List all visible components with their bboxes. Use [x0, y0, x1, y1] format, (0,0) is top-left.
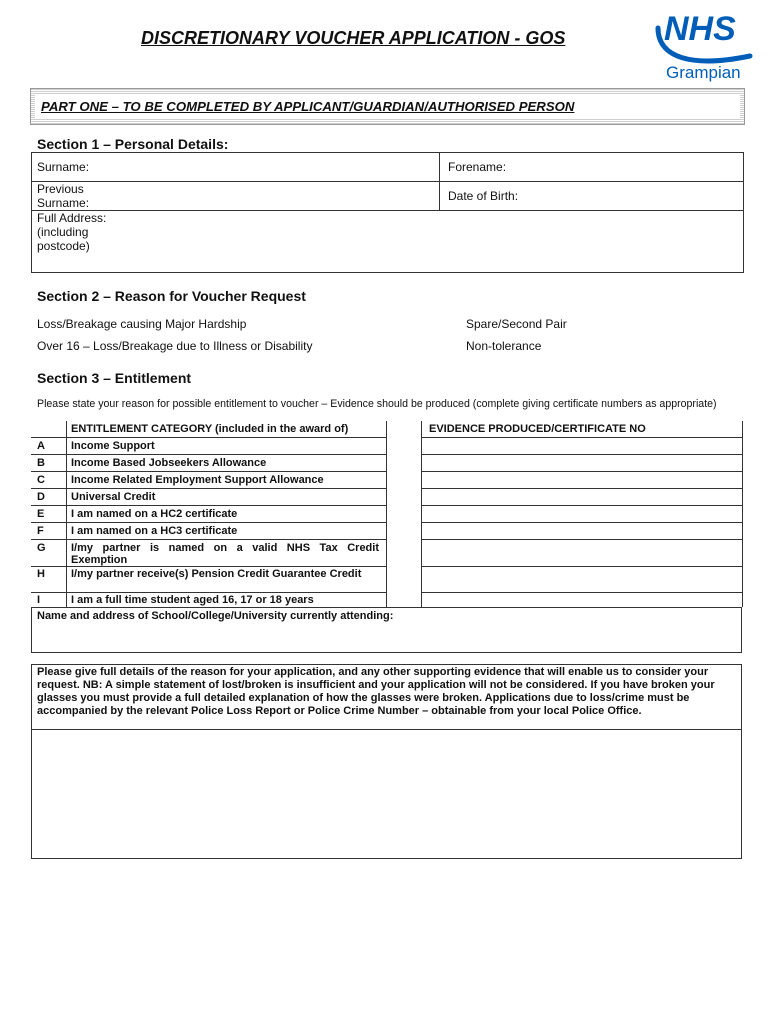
row-letter: D [37, 491, 45, 503]
evidence-field-f[interactable] [423, 524, 741, 538]
forename-field[interactable] [518, 156, 740, 178]
column-header-evidence: EVIDENCE PRODUCED/CERTIFICATE NO [429, 423, 646, 435]
row-category: Universal Credit [71, 491, 156, 503]
divider [31, 471, 386, 472]
column-header-category: ENTITLEMENT CATEGORY (included in the award of) [71, 423, 349, 435]
row-category: I am named on a HC3 certificate [71, 525, 238, 537]
evidence-field-a[interactable] [423, 439, 741, 453]
divider [66, 421, 67, 607]
form-title: DISCRETIONARY VOUCHER APPLICATION - GOS [141, 28, 566, 48]
dob-label: Date of Birth: [448, 189, 519, 203]
evidence-field-g[interactable] [423, 541, 741, 565]
divider [421, 592, 742, 593]
address-label: Full Address: (including postcode) [37, 211, 107, 253]
evidence-field-i[interactable] [423, 594, 741, 606]
part-one-banner [30, 88, 745, 125]
forename-label: Forename: [448, 160, 507, 174]
option-over16-illness-disability[interactable]: Over 16 – Loss/Breakage due to Illness or Disability [37, 339, 313, 353]
divider [31, 488, 386, 489]
divider [421, 505, 742, 506]
row-letter: H [37, 568, 45, 580]
grampian-logo-text: Grampian [666, 63, 741, 82]
divider [31, 210, 744, 211]
section1-heading: Section 1 – Personal Details: [37, 136, 229, 152]
evidence-field-b[interactable] [423, 456, 741, 470]
address-field[interactable] [118, 213, 738, 269]
evidence-field-h[interactable] [423, 568, 741, 591]
row-category: I am named on a HC2 certificate [71, 508, 238, 520]
divider [421, 488, 742, 489]
row-category: Income Support [71, 440, 155, 452]
row-letter: G [37, 542, 46, 554]
divider [421, 539, 742, 540]
divider [31, 181, 744, 182]
row-category: I/my partner is named on a valid NHS Tax Credit Exemption [71, 542, 379, 566]
entitlement-instructions: Please state your reason for possible entitlement to voucher – Evidence should be produced (complete giving certificate numbers as appropriate) [37, 398, 717, 410]
section2-heading: Section 2 – Reason for Voucher Request [37, 288, 306, 304]
divider [421, 471, 742, 472]
row-letter: A [37, 440, 45, 452]
nhs-logo-text: NHS [664, 10, 736, 48]
section3-heading: Section 3 – Entitlement [37, 370, 192, 386]
details-instructions: Please give full details of the reason for your application, and any other supporting evidence that will enable us to consider your request. NB: A simple statement of lost/broken is insufficient and your application will not be considered. If you have broken your glasses you must provide a full detailed explanation of how the glasses were broken. Applications due to loss/crime must be accompanied by the relevant Police Loss Report or Police Crime Number – obtainable from your local Police Office. [37, 666, 715, 717]
row-category: I/my partner receive(s) Pension Credit Guarantee Credit [71, 568, 362, 580]
divider [421, 566, 742, 567]
previous-surname-field[interactable] [96, 184, 434, 208]
divider [439, 152, 440, 210]
option-non-tolerance[interactable]: Non-tolerance [466, 339, 542, 353]
row-category: Income Based Jobseekers Allowance [71, 457, 267, 469]
divider [31, 539, 386, 540]
evidence-field-d[interactable] [423, 490, 741, 504]
divider [421, 437, 742, 438]
row-category: I am a full time student aged 16, 17 or 18 years [71, 594, 314, 606]
divider [421, 421, 422, 607]
school-field[interactable] [37, 626, 737, 650]
divider [421, 522, 742, 523]
dob-field[interactable] [530, 184, 740, 208]
surname-label: Surname: [37, 160, 90, 174]
divider [31, 592, 386, 593]
divider [742, 421, 743, 607]
row-letter: F [37, 525, 44, 537]
previous-surname-label: Previous Surname: [37, 182, 90, 210]
divider [386, 421, 387, 607]
row-letter: C [37, 474, 45, 486]
surname-field[interactable] [96, 156, 434, 178]
divider [31, 522, 386, 523]
divider [421, 454, 742, 455]
school-label: Name and address of School/College/University currently attending: [37, 610, 394, 622]
divider [31, 437, 386, 438]
option-spare-second-pair[interactable]: Spare/Second Pair [466, 317, 567, 331]
divider [31, 454, 386, 455]
row-letter: B [37, 457, 45, 469]
option-loss-breakage-hardship[interactable]: Loss/Breakage causing Major Hardship [37, 317, 247, 331]
evidence-field-c[interactable] [423, 473, 741, 487]
evidence-field-e[interactable] [423, 507, 741, 521]
part-one-heading: PART ONE – TO BE COMPLETED BY APPLICANT/GUARDIAN/AUTHORISED PERSON [41, 99, 575, 114]
divider [31, 505, 386, 506]
row-letter: I [37, 594, 41, 606]
nhs-grampian-logo [652, 6, 756, 84]
divider [31, 729, 742, 730]
divider [31, 566, 386, 567]
row-letter: E [37, 508, 45, 520]
row-category: Income Related Employment Support Allowance [71, 474, 324, 486]
details-textarea[interactable] [35, 733, 738, 855]
